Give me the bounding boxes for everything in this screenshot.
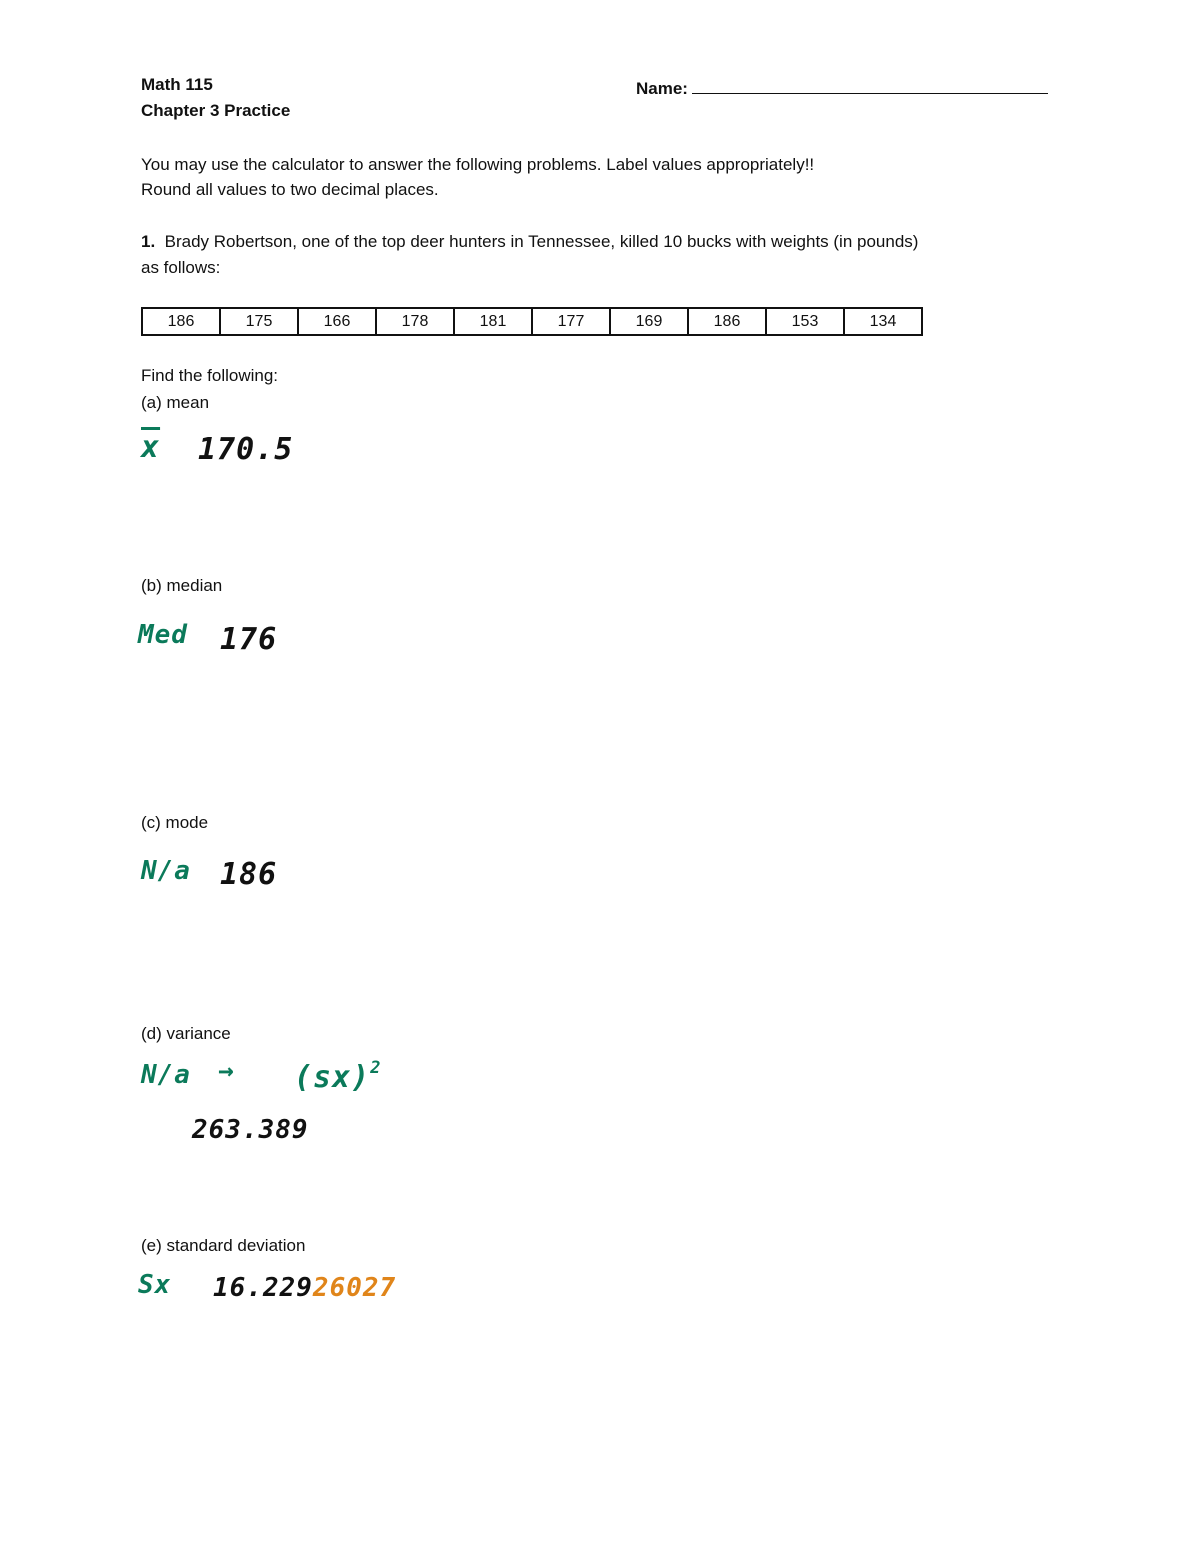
- part-e-answer: [213, 1273, 396, 1303]
- part-b-notation: Med: [138, 620, 188, 650]
- weight-cell: 169: [610, 308, 688, 335]
- part-e-label: (e) standard deviation: [141, 1236, 306, 1255]
- weight-cell: 186: [688, 308, 766, 335]
- chapter-title: Chapter 3 Practice: [141, 101, 291, 120]
- instructions-line-1: You may use the calculator to answer the following problems. Label values appropriately!!: [141, 155, 815, 174]
- part-a-notation: $\overline{x}$: [141, 430, 161, 465]
- part-e-notation: Sx: [138, 1270, 172, 1300]
- part-a-label: (a) mean: [141, 393, 210, 412]
- name-label: Name:: [636, 79, 688, 98]
- weight-cell: 134: [844, 308, 922, 335]
- part-e-answer-extra: 26027: [312, 1273, 397, 1303]
- weight-cell: 178: [376, 308, 454, 335]
- weight-cell: 181: [454, 308, 532, 335]
- name-field[interactable]: [636, 75, 1048, 99]
- part-d-label: (d) variance: [141, 1024, 231, 1043]
- weight-cell: 166: [298, 308, 376, 335]
- course-title: Math 115: [141, 75, 213, 94]
- weight-cell: 177: [532, 308, 610, 335]
- weights-table: [141, 307, 923, 336]
- part-d-formula: [294, 1058, 382, 1095]
- part-b-answer: 176: [220, 622, 278, 657]
- problem-number: 1.: [141, 232, 156, 251]
- part-c-notation: N/a: [141, 856, 191, 886]
- part-e-answer-main: 16.229: [213, 1273, 313, 1303]
- name-blank-line[interactable]: [692, 75, 1048, 94]
- weight-cell: 186: [142, 308, 220, 335]
- part-c-answer: 186: [220, 857, 278, 892]
- part-c-label: (c) mode: [141, 813, 209, 832]
- part-a-answer: 170.5: [198, 432, 294, 467]
- instructions-line-2: Round all values to two decimal places.: [141, 180, 439, 199]
- weight-cell: 175: [220, 308, 298, 335]
- arrow-icon: →: [218, 1056, 235, 1086]
- part-d-formula-base: (sx): [294, 1060, 371, 1095]
- problem-statement-line-1: Brady Robertson, one of the top deer hunters in Tennessee, killed 10 bucks with weights (in pounds): [164, 232, 919, 251]
- weights-row: [142, 308, 922, 335]
- problem-statement-line-2: as follows:: [141, 258, 221, 277]
- problem-1-text: [141, 232, 918, 252]
- part-d-answer: 263.389: [192, 1115, 309, 1145]
- find-following-label: Find the following:: [141, 366, 279, 385]
- part-d-exponent: 2: [370, 1058, 382, 1078]
- weight-cell: 153: [766, 308, 844, 335]
- part-d-notation: N/a: [141, 1060, 191, 1090]
- part-b-label: (b) median: [141, 576, 223, 595]
